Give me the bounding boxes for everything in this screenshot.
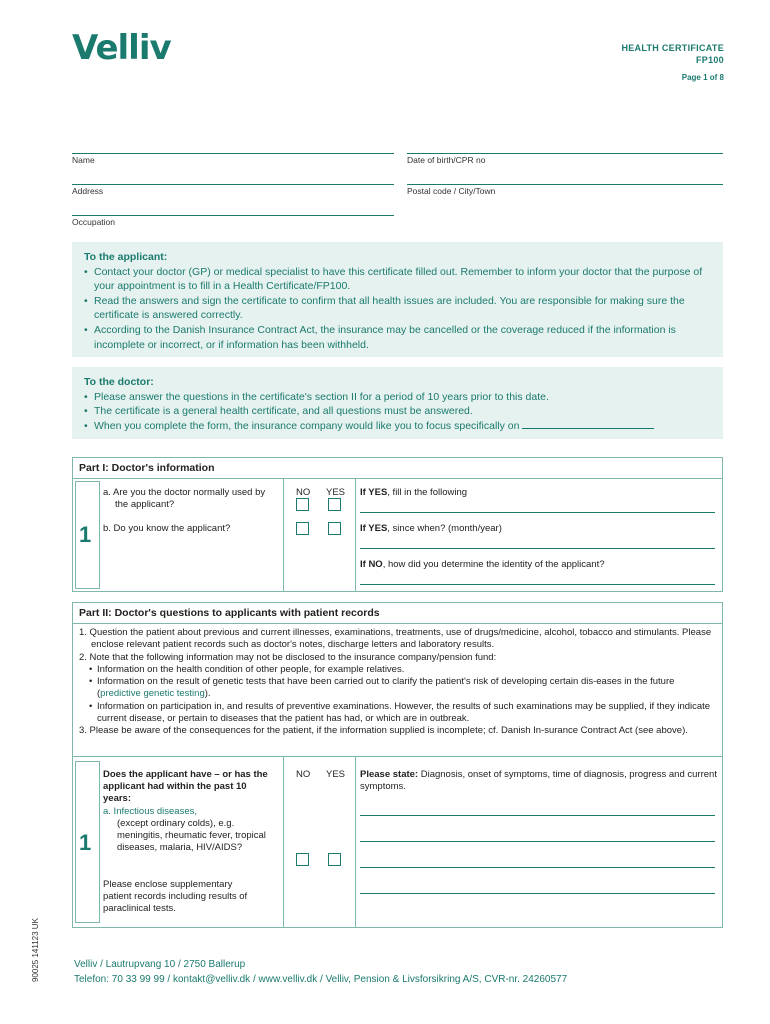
yes-header: YES — [326, 769, 346, 780]
part1-title: Part I: Doctor's information — [73, 458, 722, 479]
question-note: Please enclose supplementary patient records including results of paraclinical tests. — [103, 879, 248, 914]
doctor-box-title: To the doctor: — [84, 376, 154, 388]
divider — [355, 757, 356, 927]
q-a-no-checkbox[interactable] — [296, 498, 309, 511]
instruction-2c: • Information on participation in, and results of preventive examinations. However, the results of such examinations may be supplied, if they indicate current disease, or pertain to diseases that the patient has had, or which are in outbreak. — [79, 701, 719, 726]
applicant-bullet: • Read the answers and sign the certificate to confirm that all health issues are included. You are responsible for making sure the certificate is answered correctly. — [84, 294, 711, 323]
no-header: NO — [296, 769, 311, 780]
instruction-2b: • Information on the result of genetic tests that have been carried out to clarify the patient's risk of developing certain dis-eases in the future (predictive genetic testing). — [79, 676, 719, 701]
answer-line[interactable] — [360, 512, 715, 513]
question-detail: (except ordinary colds), e.g. meningitis, rheumatic fever, tropical diseases, malaria, HIV/AIDS? — [117, 818, 266, 853]
since-when-text: If YES, since when? (month/year) — [360, 523, 502, 534]
dob-label: Date of birth/CPR no — [407, 155, 486, 165]
question-b: b. Do you know the applicant? — [103, 523, 231, 534]
part1-section — [72, 457, 723, 592]
name-label: Name — [72, 155, 95, 165]
instruction-3: 3. Please be aware of the consequences for the patient, if the information supplied is incomplete; cf. Danish In-surance Contract Act (see above). — [79, 725, 688, 737]
doctor-bullet: • The certificate is a general health certificate, and all questions must be answered. — [84, 404, 711, 419]
question-a: a. Are you the doctor normally used by the applicant? — [103, 487, 266, 510]
dob-field[interactable] — [407, 153, 723, 167]
yes-header: YES — [326, 487, 346, 498]
please-state-text: Please state: Diagnosis, onset of symptoms, time of diagnosis, progress and current symptoms. — [360, 769, 717, 792]
divider — [283, 479, 284, 591]
if-yes-fill-text: If YES, fill in the following — [360, 487, 468, 498]
velliv-logo: Velliv — [72, 28, 171, 68]
no-header: NO — [296, 487, 311, 498]
question-heading: Does the applicant have – or has the applicant had within the past 10 years: — [103, 769, 268, 804]
applicant-bullet: • According to the Danish Insurance Contract Act, the insurance may be cancelled or the coverage reduced if the information is incomplete or incorrect, or if information has been withheld. — [84, 323, 711, 352]
address-label: Address — [72, 186, 104, 196]
focus-text: When you complete the form, the insurance company would like you to focus specifically on — [94, 419, 520, 432]
footer-address: Velliv / Lautrupvang 10 / 2750 Ballerup — [74, 959, 246, 970]
part2-number-box — [75, 761, 100, 923]
postal-field[interactable] — [407, 184, 723, 198]
occupation-field[interactable] — [72, 215, 394, 229]
part2-section — [72, 602, 723, 928]
divider — [283, 757, 284, 927]
part2-instructions — [79, 627, 719, 738]
title-line2: FP100 — [695, 55, 724, 65]
answer-line[interactable] — [360, 893, 715, 894]
if-no-text: If NO, how did you determine the identity of the applicant? — [360, 559, 605, 570]
genetic-testing-link[interactable]: predictive genetic testing — [100, 688, 205, 700]
answer-line[interactable] — [360, 584, 715, 585]
q-a-yes-checkbox[interactable] — [328, 498, 341, 511]
part1-number: 1 — [79, 522, 92, 547]
instruction-2: 2. Note that the following information may not be disclosed to the insurance company/pension fund: — [79, 651, 497, 663]
divider — [73, 756, 722, 757]
q-b-yes-checkbox[interactable] — [328, 522, 341, 535]
focus-fill-line[interactable] — [522, 420, 654, 429]
name-field[interactable] — [72, 153, 394, 167]
title-line1: HEALTH CERTIFICATE — [621, 43, 724, 53]
answer-line[interactable] — [360, 815, 715, 816]
doctor-bullet — [84, 419, 711, 434]
answer-line[interactable] — [360, 867, 715, 868]
q-b-no-checkbox[interactable] — [296, 522, 309, 535]
doctor-bullet: • Please answer the questions in the certificate's section II for a period of 10 years prior to this date. — [84, 390, 711, 405]
occupation-label: Occupation — [72, 217, 115, 227]
document-title — [621, 42, 724, 66]
address-field[interactable] — [72, 184, 394, 198]
divider — [355, 479, 356, 591]
part1-number-box — [75, 481, 100, 589]
applicant-bullet: • Contact your doctor (GP) or medical specialist to have this certificate filled out. Remember to inform your doctor that the purpose of your appointment is to fill in a Health Certificate/FP100. — [84, 265, 711, 294]
applicant-info-box — [72, 242, 723, 357]
infectious-no-checkbox[interactable] — [296, 853, 309, 866]
footer-contact: Telefon: 70 33 99 99 / kontakt@velliv.dk / www.velliv.dk / Velliv, Pension & Livsforsikring A/S, CVR-nr. 24260577 — [74, 974, 568, 985]
part2-title: Part II: Doctor's questions to applicants with patient records — [73, 603, 722, 624]
question-item-a: a. Infectious diseases, — [103, 806, 197, 817]
instruction-2a: • Information on the health condition of other people, for example relatives. — [79, 664, 719, 676]
form-code: 90025 141123 UK — [31, 918, 40, 982]
part2-number: 1 — [79, 830, 92, 855]
postal-label: Postal code / City/Town — [407, 186, 496, 196]
doctor-info-box — [72, 367, 723, 439]
applicant-box-title: To the applicant: — [84, 251, 168, 263]
page-indicator: Page 1 of 8 — [681, 73, 724, 82]
answer-line[interactable] — [360, 548, 715, 549]
infectious-yes-checkbox[interactable] — [328, 853, 341, 866]
instruction-1: 1. Question the patient about previous and current illnesses, examinations, treatments, use of drugs/medicine, alcohol, tobacco and stimulants. Please enclose relevant patient records such as doctor's notes, discharge letters and laboratory results. — [79, 627, 712, 651]
answer-line[interactable] — [360, 841, 715, 842]
